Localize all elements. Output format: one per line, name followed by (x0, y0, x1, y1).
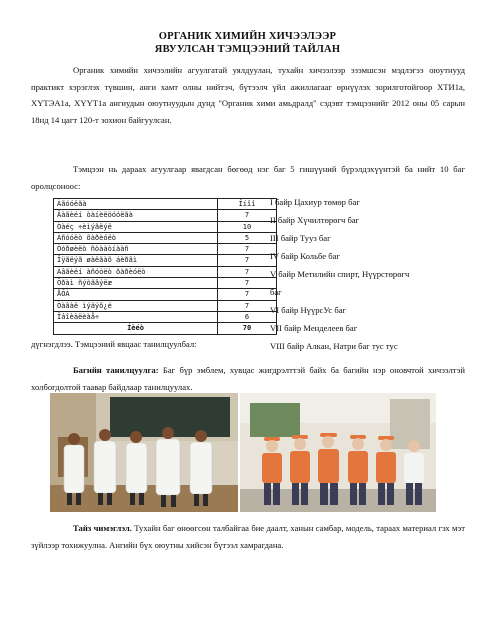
table-total-label: Íèéò (54, 323, 218, 334)
table-cell-score: 6 (218, 311, 277, 322)
section1-text: Баг бүр эмблем, хувцас жигдрэлттэй байх ба багийн нэр оновчтой хичээлтэй холбогдолтой таавар байдлаар танилцуулах. (31, 365, 465, 392)
table-cell-score: 7 (218, 300, 277, 311)
table-cell-score: 5 (218, 232, 277, 243)
table-cell-category: Îâîèàëèàå÷ (54, 311, 218, 322)
lead-text: Тэмцээн нь дараах агуулгаар явагдсан бөгөөд нэг баг 5 гишүүний бүрэлдэхүүнтэй ба нийт 10 баг оролцсоноос: (31, 164, 465, 191)
table-row (54, 266, 277, 277)
table-cell-score: 7 (218, 255, 277, 266)
table-cell-score: 7 (218, 244, 277, 255)
table-total-row (54, 323, 277, 334)
table-cell-category: Òàéç ÷èìýãëýë (54, 221, 218, 232)
after-table-text: дүгнэгдлээ. Тэмцээний явцаас танилцуулбал: (31, 339, 197, 349)
table-row (54, 255, 277, 266)
table-row (54, 289, 277, 300)
table-cell-category: Òóðøèëò ñòààòíààñ (54, 244, 218, 255)
placement-item: баг (270, 287, 282, 297)
table-cell-category: ÅÕÀ (54, 289, 218, 300)
table-row (54, 221, 277, 232)
table-cell-category: Îÿãëýã øàëãàõ áèðãì (54, 255, 218, 266)
table-cell-category: Òàâàë ìýäýõ¿é (54, 300, 218, 311)
placement-item: VI байр НүүрсУс баг (270, 305, 347, 315)
section1-paragraph (31, 362, 465, 395)
table-cell-score: 7 (218, 266, 277, 277)
section2-text: Тухайн баг өнөөгсөн талбайгаа бие даалт, ханын самбар, модель, тараах материал гэх мэт зүйлээр тохижуулна. Ангийн бүх оюутны хийсэн бүтээл хамрагдана. (31, 523, 465, 550)
table-cell-score: 10 (218, 221, 277, 232)
table-cell-score: 7 (218, 289, 277, 300)
table-cell-score: 7 (218, 278, 277, 289)
placement-item: VII байр Менделеев баг (270, 323, 358, 333)
placements-list (270, 193, 470, 355)
document-title-line1: ОРГАНИК ХИМИЙН ХИЧЭЭЛЭЭР (158, 31, 337, 42)
placement-item: I байр Цахиур төмөр баг (270, 197, 360, 207)
team-photo-lab-coats (50, 393, 238, 512)
table-header-category: Àãóóëãà (54, 199, 218, 210)
table-cell-category: Àâãèéí àñóóëò õàðèóëò (54, 266, 218, 277)
intro-paragraph (31, 62, 465, 128)
placement-item: IV байр Кольбе баг (270, 251, 340, 261)
table-header-row (54, 199, 277, 210)
placement-item: II байр Хүчилтөрөгч баг (270, 215, 360, 225)
lead-paragraph (31, 161, 465, 194)
table-cell-category: Âàãèéí òàíèëöóóëãà (54, 210, 218, 221)
section1-label: Багийн танилцуулга: (73, 365, 159, 375)
table-row (54, 210, 277, 221)
scoring-table (53, 198, 277, 335)
placement-item: V байр Метилийн спирт, Нүүрстөрөгч (270, 269, 410, 279)
table-row (54, 244, 277, 255)
table-cell-category: Àñóóëò õàðèóëò (54, 232, 218, 243)
section2-label: Тайз чимэглэл. (73, 523, 132, 533)
placement-item: III байр Тууз баг (270, 233, 331, 243)
intro-text: Органик химийн хичээлийн агуулгатай уялдуулан, тухайн хичээлээр эзэмшсэн мэдлэгээ оюутнууд практикт хэрэглэх түвшин, анги хамт олны нийтэч, бүтээлч үйл ажиллагааг өрнүүлэх зорилготойгоор ХТИ1а, ХҮТЭА1а, ХҮҮТ1а ангиудын оюутнуудын дунд "Органик хими амьдралд" сэдэвт тэмцээнийг 2012 оны 05 сарын 18нд 14 цагт 120-т зохион байгуулсан. (31, 65, 465, 125)
table-cell-score: 7 (218, 210, 277, 221)
table-row (54, 300, 277, 311)
table-total-score: 70 (218, 323, 277, 334)
table-cell-category: Õðàì ñýòãâýëæ (54, 278, 218, 289)
table-row (54, 232, 277, 243)
team-photo-orange-shirts (240, 393, 436, 512)
table-row (54, 311, 277, 322)
document-title-line2: ЯВУУЛСАН ТЭМЦЭЭНИЙ ТАЙЛАН (154, 44, 341, 55)
table-row (54, 278, 277, 289)
placement-item: VIII байр Алкан, Натри баг тус тус (270, 341, 398, 351)
table-header-score: Îíîî (218, 199, 277, 210)
section2-paragraph (31, 520, 465, 553)
